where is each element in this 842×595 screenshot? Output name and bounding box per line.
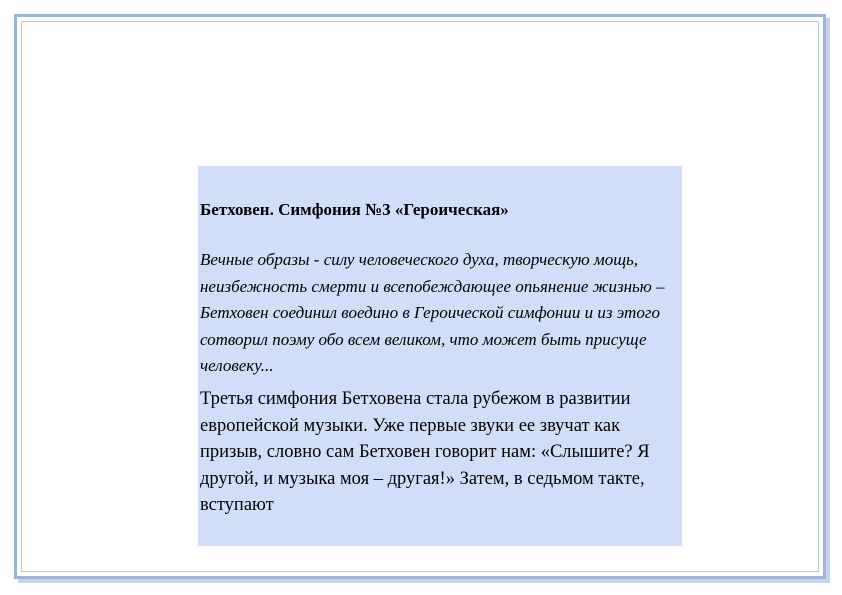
body-paragraph: Третья симфония Бетховена стала рубежом в развитии европейской музыки. Уже первые звуки ее звучат как призыв, словно сам Бетховен говорит нам: «Слышите? Я другой, и музыка моя – другая!» Затем, в седьмом такте, вступают — [200, 388, 650, 516]
frame-shadow-bottom — [18, 579, 830, 583]
document-title: Бетховен. Симфония №3 «Героическая» — [200, 200, 509, 219]
epigraph-quote: Вечные образы - силу человеческого духа, творческую мощь, неизбежность смерти и всепобеждающее опьянение жизнью – Бетховен соединил воедино в Героической симфонии и из этого сотворил поэму обо всем великом, что может быть присуще человеку... — [200, 250, 665, 376]
text-box — [198, 166, 682, 546]
frame-shadow-right — [826, 18, 830, 583]
